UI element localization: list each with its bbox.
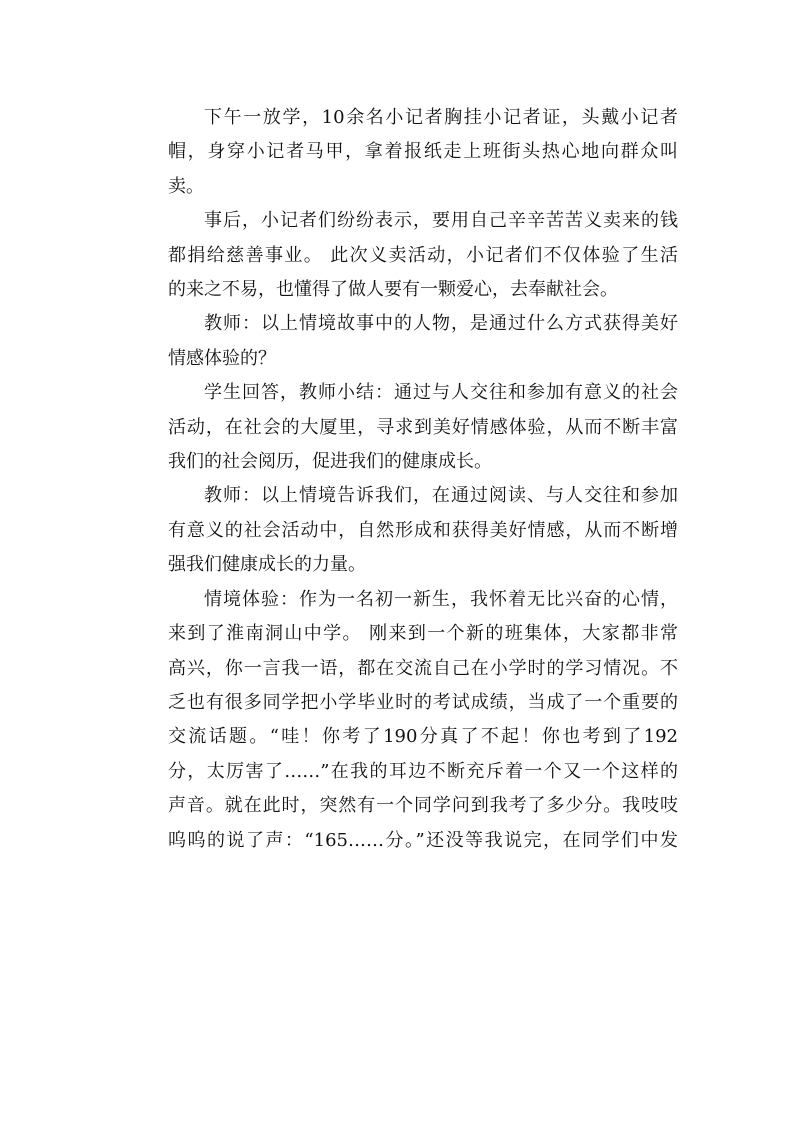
text-line: 的来之不易，也懂得了做人要有一颗爱心，去奉献社会。 bbox=[168, 279, 618, 301]
text-line: 来到了淮南洞山中学。 刚来到一个新的班集体，大家都非常 bbox=[168, 623, 678, 645]
paragraph-newspaper-sale bbox=[168, 101, 678, 204]
text-line: 活动，在社会的大厦里，寻求到美好情感体验，从而不断丰富 bbox=[168, 416, 678, 438]
text-line: 下午一放学，10余名小记者胸挂小记者证，头戴小记者 bbox=[204, 107, 678, 128]
text-line: 我们的社会阅历，促进我们的健康成长。 bbox=[168, 451, 492, 473]
text-line: 卖。 bbox=[168, 175, 204, 197]
paragraph-teacher-summary bbox=[168, 479, 678, 582]
document-body bbox=[168, 101, 678, 858]
text-line: 有意义的社会活动中，自然形成和获得美好情感，从而不断增 bbox=[168, 519, 678, 541]
text-line: 情感体验的？ bbox=[168, 347, 276, 369]
text-line: 分，太厉害了……”在我的耳边不断充斥着一个又一个这样的 bbox=[168, 760, 678, 782]
text-line: 都捐给慈善事业。 此次义卖活动，小记者们不仅体验了生活 bbox=[168, 244, 678, 266]
text-line: 情境体验：作为一名初一新生，我怀着无比兴奋的心情， bbox=[204, 588, 678, 610]
text-line: 呜呜的说了声：“165……分。”还没等我说完，在同学们中发 bbox=[168, 829, 678, 851]
text-line: 事后，小记者们纷纷表示，要用自己辛辛苦苦义卖来的钱 bbox=[204, 210, 678, 232]
text-line: 高兴，你一言我一语，都在交流自己在小学时的学习情况。不 bbox=[168, 657, 678, 679]
paragraph-student-answer bbox=[168, 376, 678, 479]
text-line: 教师：以上情境故事中的人物，是通过什么方式获得美好 bbox=[204, 313, 678, 335]
text-line: 学生回答，教师小结：通过与人交往和参加有意义的社会 bbox=[204, 382, 678, 404]
paragraph-aftermath bbox=[168, 204, 678, 307]
text-line: 教师：以上情境告诉我们，在通过阅读、与人交往和参加 bbox=[204, 485, 678, 507]
text-line: 交流话题。“哇！你考了190分真了不起！你也考到了192 bbox=[168, 726, 678, 748]
paragraph-scenario-experience bbox=[168, 583, 678, 858]
text-line: 乏也有很多同学把小学毕业时的考试成绩，当成了一个重要的 bbox=[168, 691, 678, 713]
text-line: 强我们健康成长的力量。 bbox=[168, 554, 366, 576]
paragraph-teacher-question bbox=[168, 307, 678, 376]
text-line: 帽，身穿小记者马甲，拿着报纸走上班街头热心地向群众叫 bbox=[168, 141, 678, 163]
text-line: 声音。就在此时，突然有一个同学问到我考了多少分。我吱吱 bbox=[168, 795, 678, 817]
